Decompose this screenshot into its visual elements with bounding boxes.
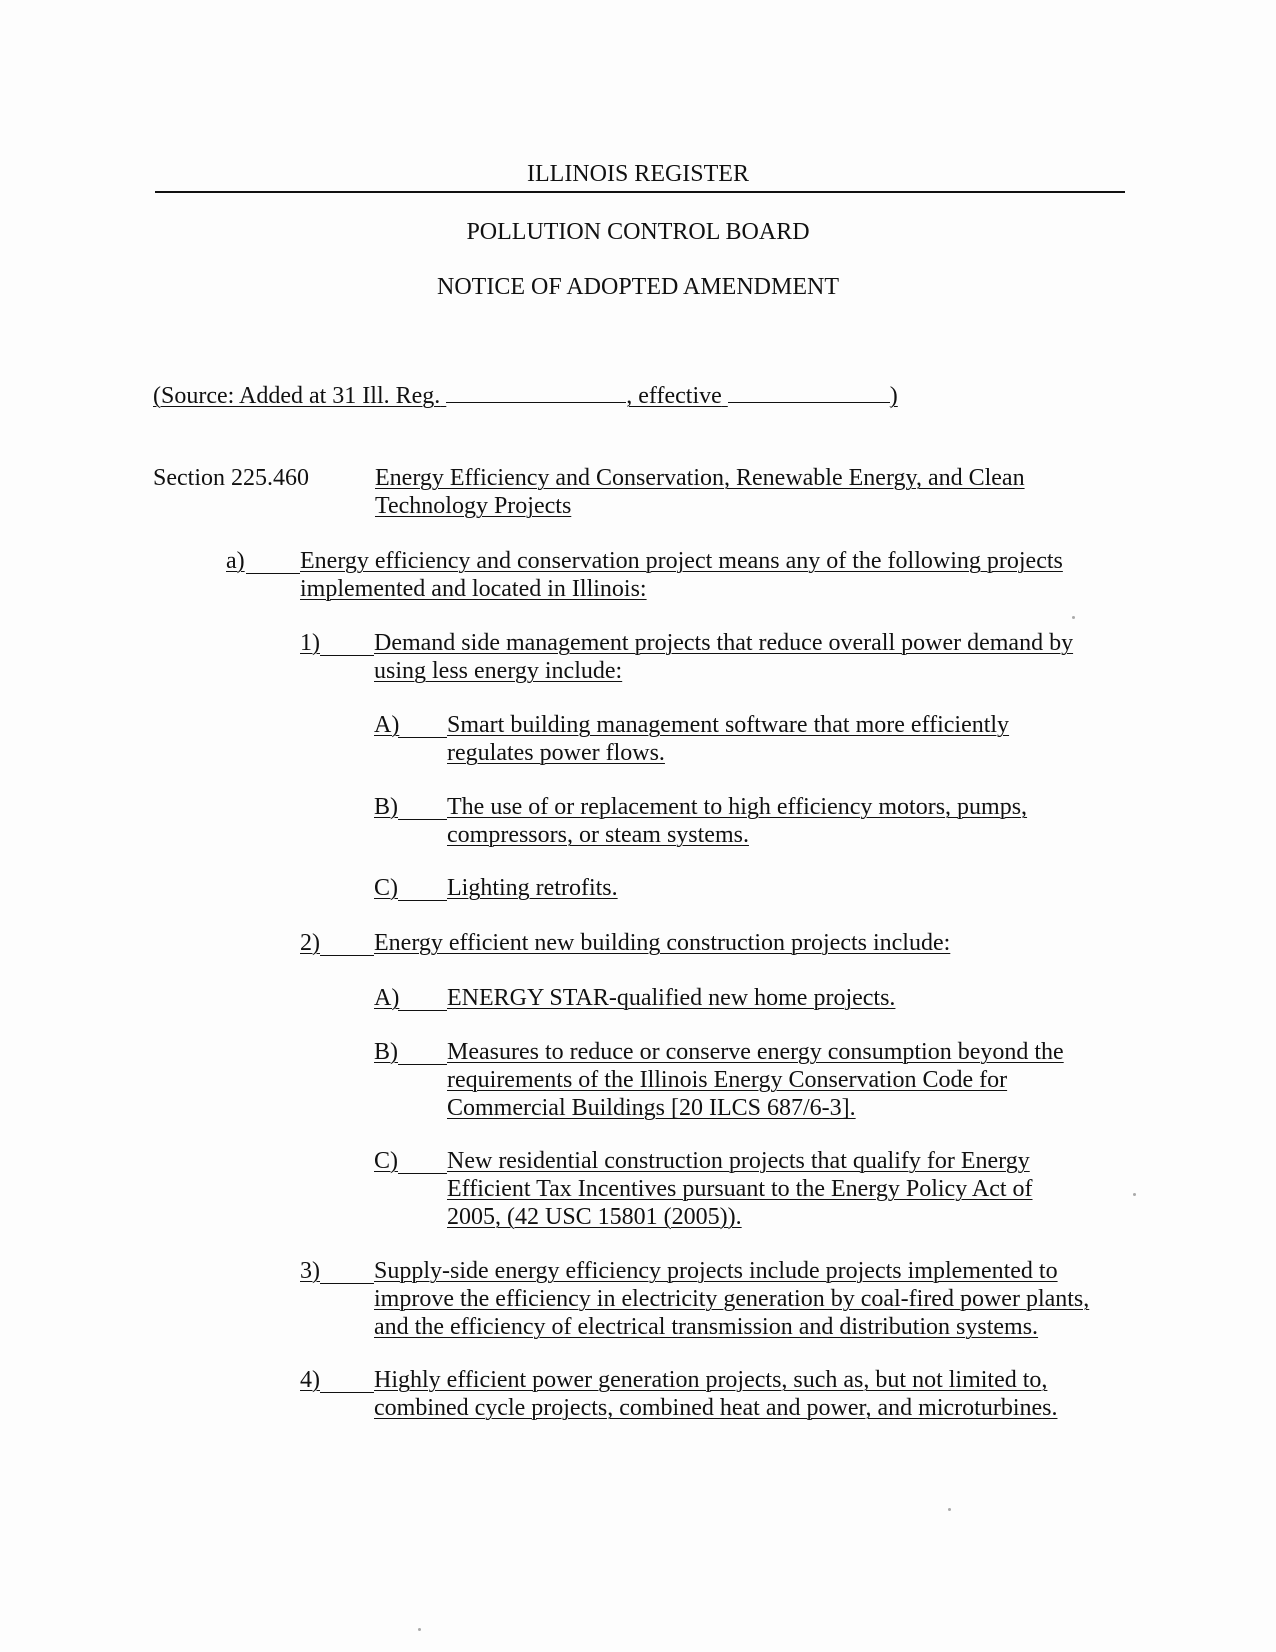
item-1b-text: The use of or replacement to high efficiency motors, pumps, compressors, or steam systems. xyxy=(447,794,1028,848)
section-title: Energy Efficiency and Conservation, Renewable Energy, and Clean Technology Projects xyxy=(375,465,1025,519)
item-2c-label: C) xyxy=(374,1148,398,1174)
item-a-label: a) xyxy=(226,548,245,574)
item-3-text: Supply-side energy efficiency projects include projects implemented to improve the efficiency in electricity generation by coal-fired power plants, and the efficiency of electrical transmission and distribution systems. xyxy=(374,1258,1090,1340)
item-2a-label-rule xyxy=(398,1010,447,1011)
item-1a-label: A) xyxy=(374,712,400,738)
register-blank xyxy=(446,382,626,403)
source-effective: , effective xyxy=(626,383,722,409)
board-title: POLLUTION CONTROL BOARD xyxy=(466,219,810,245)
header-rule xyxy=(155,191,1125,193)
item-2b-label: B) xyxy=(374,1039,398,1065)
effective-blank xyxy=(728,382,890,403)
source-prefix: (Source: Added at 31 Ill. Reg. xyxy=(153,383,441,409)
item-1b-label-rule xyxy=(398,819,447,820)
item-1-text: Demand side management projects that reduce overall power demand by using less energy include: xyxy=(374,630,1074,684)
item-2c-label-rule xyxy=(398,1173,447,1174)
item-2a-label: A) xyxy=(374,985,400,1011)
item-3-label: 3) xyxy=(300,1258,320,1284)
item-a-text: Energy efficiency and conservation project means any of the following projects implemented and located in Illinois: xyxy=(300,548,1063,602)
item-1c-text: Lighting retrofits. xyxy=(447,875,618,901)
scan-speck xyxy=(948,1508,951,1511)
item-4-text: Highly efficient power generation projects, such as, but not limited to, combined cycle projects, combined heat and power, and microturbines. xyxy=(374,1367,1058,1421)
item-1c-label: C) xyxy=(374,875,398,901)
item-1a-text: Smart building management software that more efficiently regulates power flows. xyxy=(447,712,1010,766)
item-a-label-rule xyxy=(246,573,300,574)
item-2-label-rule xyxy=(320,955,374,956)
item-1b-label: B) xyxy=(374,794,398,820)
item-2a-text: ENERGY STAR-qualified new home projects. xyxy=(447,985,896,1011)
section-number: Section 225.460 xyxy=(153,465,309,491)
scan-speck xyxy=(418,1628,421,1631)
item-1c-label-rule xyxy=(398,900,447,901)
scan-speck xyxy=(1133,1193,1136,1196)
item-2-text: Energy efficient new building construction projects include: xyxy=(374,930,951,956)
item-3-label-rule xyxy=(320,1283,374,1284)
register-title: ILLINOIS REGISTER xyxy=(527,161,749,187)
item-2-label: 2) xyxy=(300,930,320,956)
notice-title: NOTICE OF ADOPTED AMENDMENT xyxy=(437,274,839,300)
scan-speck xyxy=(1072,616,1075,619)
item-2b-text: Measures to reduce or conserve energy consumption beyond the requirements of the Illinois Energy Conservation Code for Commercial Buildings [20 ILCS 687/6-3]. xyxy=(447,1039,1064,1121)
item-1-label-rule xyxy=(320,655,374,656)
source-close: ) xyxy=(889,383,898,409)
item-1a-label-rule xyxy=(398,737,447,738)
item-2c-text: New residential construction projects that qualify for Energy Efficient Tax Incentives pursuant to the Energy Policy Act of 2005, (42 USC 15801 (2005)). xyxy=(447,1148,1033,1230)
item-4-label: 4) xyxy=(300,1367,320,1393)
item-4-label-rule xyxy=(320,1392,374,1393)
source-line xyxy=(153,382,943,410)
item-2b-label-rule xyxy=(398,1064,447,1065)
item-1-label: 1) xyxy=(300,630,320,656)
